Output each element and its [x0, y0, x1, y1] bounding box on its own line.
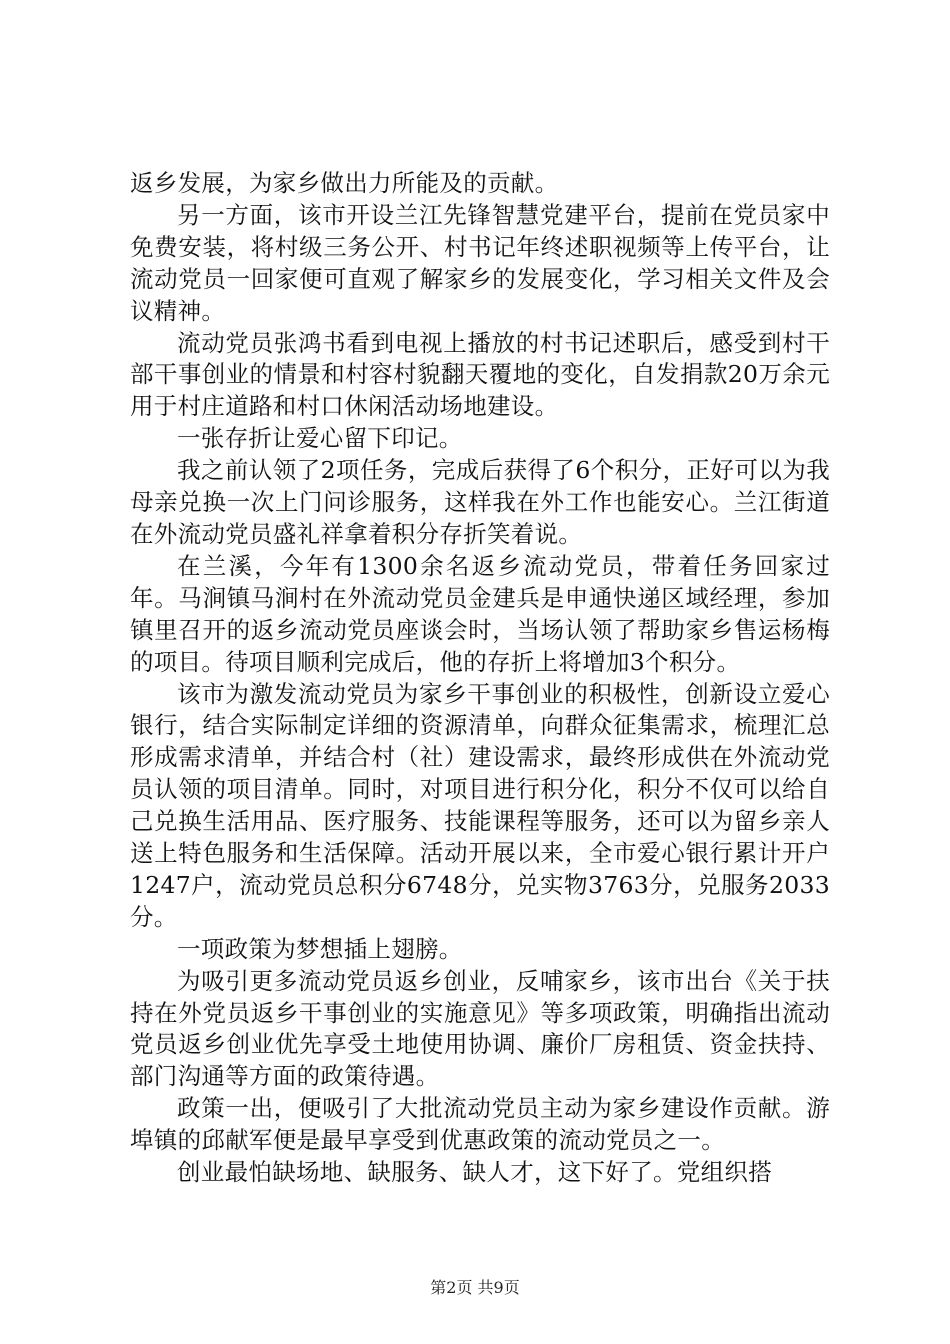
paragraph: 另一方面，该市开设兰江先锋智慧党建平台，提前在党员家中免费安装，将村级三务公开、村书记年终述职视频等上传平台，让流动党员一回家便可直观了解家乡的发展变化，学习相关文件及会议精神。	[130, 200, 830, 325]
page-number-footer: 第2页 共9页	[430, 1278, 520, 1297]
paragraph: 为吸引更多流动党员返乡创业，反哺家乡，该市出台《关于扶持在外党员返乡干事创业的实施意见》等多项政策，明确指出流动党员返乡创业优先享受土地使用协调、廉价厂房租赁、资金扶持、部门沟通等方面的政策待遇。	[130, 966, 830, 1091]
paragraph: 该市为激发流动党员为家乡干事创业的积极性，创新设立爱心银行，结合实际制定详细的资源清单，向群众征集需求，梳理汇总形成需求清单，并结合村（社）建设需求，最终形成供在外流动党员认领的项目清单。同时，对项目进行积分化，积分不仅可以给自己兑换生活用品、医疗服务、技能课程等服务，还可以为留乡亲人送上特色服务和生活保障。活动开展以来，全市爱心银行累计开户1247户，流动党员总积分6748分，兑实物3763分，兑服务2033分。	[130, 679, 830, 931]
paragraph: 在兰溪，今年有1300余名返乡流动党员，带着任务回家过年。马涧镇马涧村在外流动党员金建兵是申通快递区域经理，参加镇里召开的返乡流动党员座谈会时，当场认领了帮助家乡售运杨梅的项目。待项目顺利完成后，他的存折上将增加3个积分。	[130, 551, 830, 676]
paragraph: 一项政策为梦想插上翅膀。	[177, 934, 463, 963]
document-body	[130, 168, 830, 1189]
paragraph: 流动党员张鸿书看到电视上播放的村书记述职后，感受到村干部干事创业的情景和村容村貌翻天覆地的变化，自发捐款20万余元用于村庄道路和村口休闲活动场地建设。	[130, 328, 830, 421]
paragraph: 返乡发展，为家乡做出力所能及的贡献。	[130, 169, 559, 197]
paragraph: 一张存折让爱心留下印记。	[177, 424, 463, 453]
paragraph: 创业最怕缺场地、缺服务、缺人才，这下好了。党组织搭	[177, 1158, 772, 1187]
paragraph: 政策一出，便吸引了大批流动党员主动为家乡建设作贡献。游埠镇的邱献军便是最早享受到优惠政策的流动党员之一。	[130, 1094, 830, 1155]
paragraph: 我之前认领了2项任务，完成后获得了6个积分，正好可以为我母亲兑换一次上门问诊服务，这样我在外工作也能安心。兰江街道在外流动党员盛礼祥拿着积分存折笑着说。	[130, 456, 830, 548]
